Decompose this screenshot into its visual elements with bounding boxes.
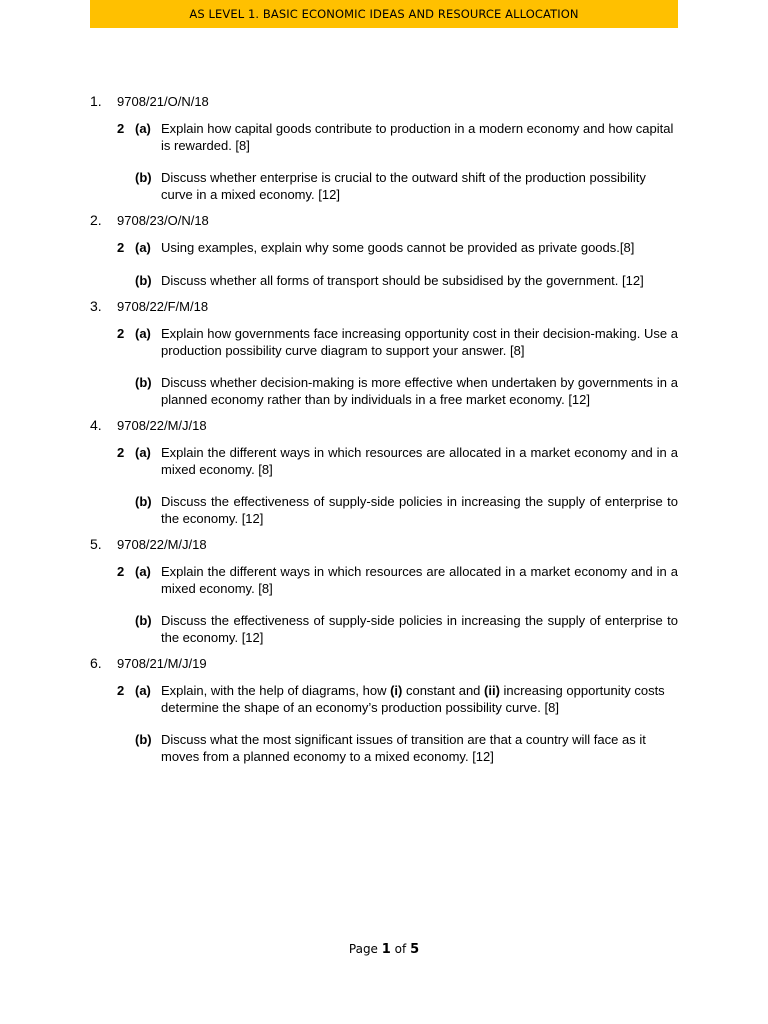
- part-letter: (a): [135, 121, 151, 136]
- part-letter: (b): [135, 170, 152, 185]
- question-part: [90, 375, 678, 408]
- part-text: Discuss whether all forms of transport should be subsidised by the government. [12]: [161, 272, 644, 288]
- page-header-bar: [90, 0, 678, 28]
- sub-question-number: 2: [117, 445, 125, 460]
- page-footer: [0, 942, 768, 957]
- question-number: 2.: [90, 212, 102, 228]
- part-text: Discuss whether decision-making is more effective when undertaken by governments in a planned economy rather than by individuals in a free market economy. [12]: [161, 375, 678, 407]
- question-block: [90, 298, 678, 408]
- question-header: [90, 93, 678, 111]
- part-text-segment: increasing opportunity costs determine the shape of an economy’s production possibility curve. [8]: [161, 683, 665, 715]
- question-block: [90, 655, 678, 765]
- question-part: [90, 613, 678, 646]
- question-part: [90, 273, 678, 290]
- paper-code: 9708/22/M/J/18: [117, 537, 207, 552]
- question-number: 5.: [90, 536, 102, 552]
- part-text-bold-segment: (ii): [484, 683, 500, 698]
- part-text: Using examples, explain why some goods cannot be provided as private goods.[8]: [161, 240, 635, 255]
- question-part: [90, 564, 678, 597]
- part-text-segment: Explain, with the help of diagrams, how: [161, 683, 391, 698]
- question-block: [90, 93, 678, 203]
- paper-code: 9708/21/O/N/18: [117, 94, 209, 109]
- question-header: [90, 417, 678, 435]
- part-text: [161, 683, 678, 716]
- sub-question-number: 2: [117, 121, 125, 136]
- paper-code: 9708/22/M/J/18: [117, 418, 207, 433]
- part-letter: (b): [135, 732, 152, 747]
- question-part: [90, 326, 678, 359]
- part-text: Explain the different ways in which resources are allocated in a market economy and in a mixed economy. [8]: [161, 445, 678, 477]
- header-title: AS LEVEL 1. BASIC ECONOMIC IDEAS AND RESOURCE ALLOCATION: [189, 7, 579, 21]
- part-text: Explain how capital goods contribute to production in a modern economy and how capital is rewarded. [8]: [161, 121, 674, 153]
- footer-current-page: 1: [381, 942, 391, 957]
- part-text: Discuss whether enterprise is crucial to the outward shift of the production possibility curve in a mixed economy. [12]: [161, 170, 646, 202]
- question-header: [90, 298, 678, 316]
- question-number: 1.: [90, 93, 102, 109]
- paper-code: 9708/23/O/N/18: [117, 213, 209, 228]
- part-letter: (b): [135, 272, 152, 288]
- question-header: [90, 212, 678, 230]
- question-number: 3.: [90, 298, 102, 314]
- part-text: Explain the different ways in which resources are allocated in a market economy and in a mixed economy. [8]: [161, 564, 678, 596]
- question-part: [90, 170, 678, 203]
- sub-question-number: 2: [117, 326, 125, 341]
- paper-code: 9708/21/M/J/19: [117, 656, 207, 671]
- question-list: [90, 93, 678, 774]
- question-block: [90, 212, 678, 289]
- question-part: [90, 683, 678, 716]
- question-block: [90, 536, 678, 646]
- footer-page-label: Page: [348, 942, 378, 956]
- part-text: Explain how governments face increasing opportunity cost in their decision-making. Use a production possibility curve diagram to support your answer. [8]: [161, 326, 678, 358]
- sub-question-number: 2: [117, 683, 125, 698]
- part-text: Discuss the effectiveness of supply-side policies in increasing the supply of enterprise to the economy. [12]: [161, 613, 678, 645]
- question-header: [90, 536, 678, 554]
- part-letter: (b): [135, 613, 152, 628]
- footer-total-pages: 5: [410, 942, 420, 957]
- sub-question-number: 2: [117, 564, 125, 579]
- sub-question-number: 2: [117, 240, 125, 255]
- question-part: [90, 445, 678, 478]
- part-text: Discuss what the most significant issues of transition are that a country will face as it moves from a planned economy to a mixed economy. [12]: [161, 732, 646, 764]
- question-part: [90, 494, 678, 527]
- question-part: [90, 732, 678, 765]
- question-part: [90, 240, 678, 257]
- question-part: [90, 121, 678, 154]
- part-letter: (a): [135, 445, 151, 460]
- part-letter: (a): [135, 326, 151, 341]
- part-letter: (a): [135, 564, 151, 579]
- footer-of-label: of: [394, 942, 407, 956]
- question-header: [90, 655, 678, 673]
- question-number: 6.: [90, 655, 102, 671]
- part-letter: (b): [135, 494, 152, 509]
- part-text: Discuss the effectiveness of supply-side policies in increasing the supply of enterprise to the economy. [12]: [161, 494, 678, 526]
- part-letter: (a): [135, 683, 151, 698]
- part-letter: (b): [135, 375, 152, 390]
- question-number: 4.: [90, 417, 102, 433]
- paper-code: 9708/22/F/M/18: [117, 299, 209, 314]
- part-text-segment: constant and: [402, 683, 485, 698]
- part-text-bold-segment: (i): [390, 683, 403, 698]
- question-block: [90, 417, 678, 527]
- part-letter: (a): [135, 240, 151, 255]
